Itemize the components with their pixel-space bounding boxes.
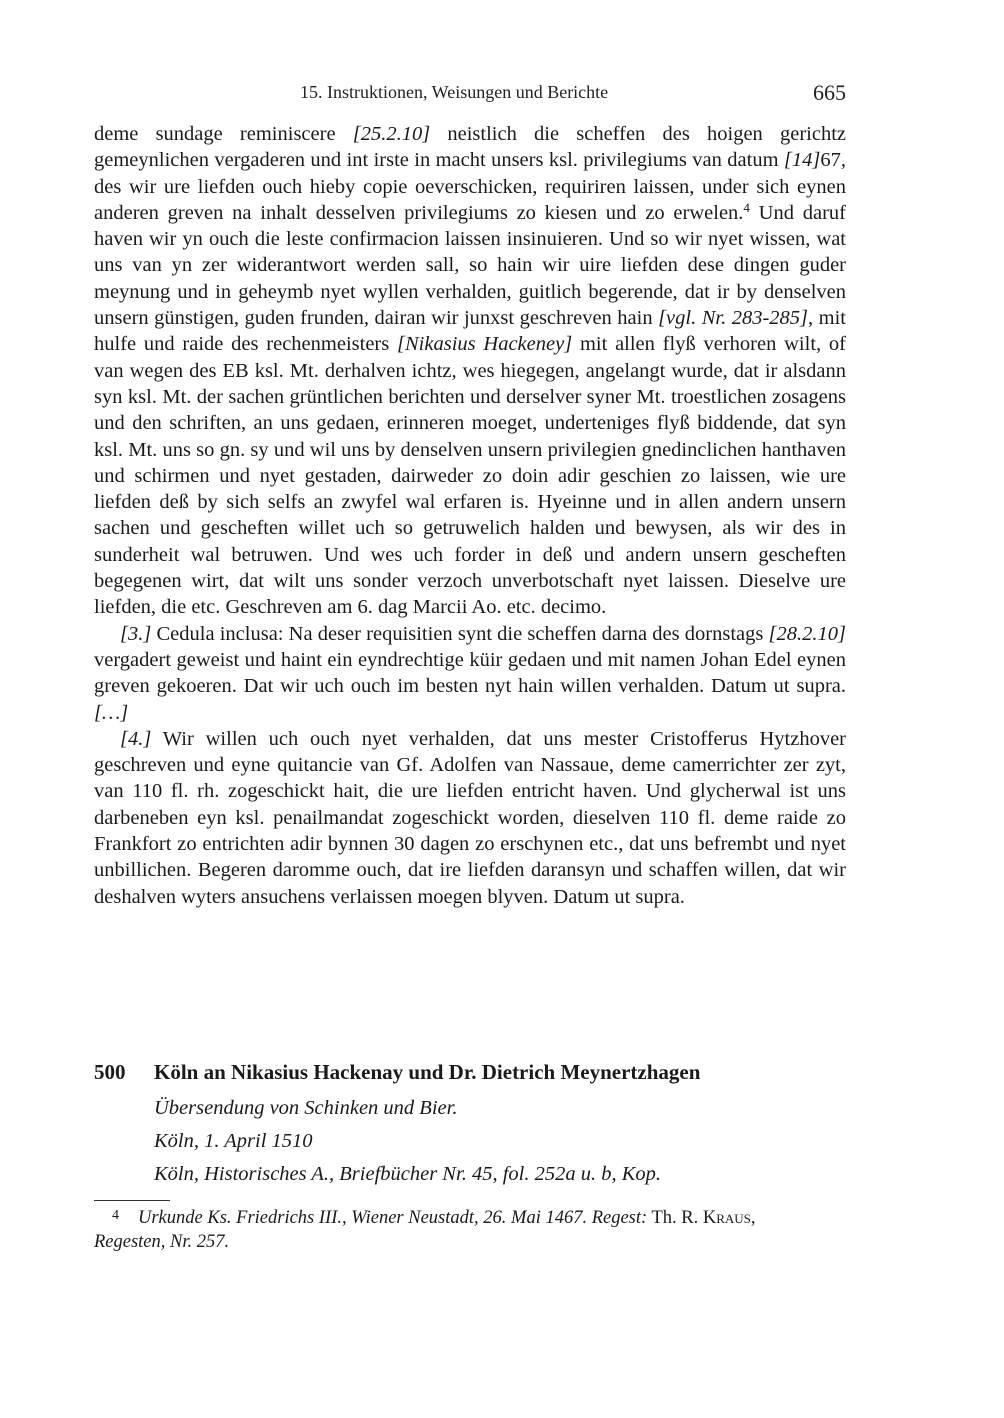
text-run: Cedula inclusa: Na deser requisitien synt die scheffen darna des dornstags xyxy=(151,622,769,645)
paragraph-section-4 xyxy=(94,726,846,910)
text-run: vergadert geweist und haint ein eyndrechtige küir gedaen und mit namen Johan Edel eynen greven gekoeren. Dat wir uch ouch im besten nyt hain willen verhalden. Datum ut supra. xyxy=(94,648,846,698)
document-heading xyxy=(94,1060,846,1092)
document-summary: Übersendung von Schinken und Bier. xyxy=(154,1097,458,1119)
running-header xyxy=(94,80,846,106)
document-title: Köln an Nikasius Hackenay und Dr. Dietrich Meynertzhagen xyxy=(154,1060,701,1084)
text-run: , mit hulfe und raide des rechenmeisters xyxy=(94,307,846,356)
text-run: mit allen flyß verhoren wilt, of van wegen des EB ksl. Mt. derhalven ichtz, wes hiegegen, angelangt wurde, dat ir alsdann syn ksl. Mt. der sachen grüntlichen berichten und derselver syner Mt. troestlichen zosagens und den schriften, an uns gedaen, erinneren moeget, underteniges flyß biddende, dat syn ksl. Mt. uns so gn. sy und wil uns by denselven unsern privilegien gnedinclichen hanthaven und schirmen und nyet gestaden, dairweder zo doin adir geschien zo laissen, wie ure liefden deß by sich selfs an zwyfel wal erfaren is. Hyeinne und in allen andern unsern sachen und gescheften willet uch so getruwelich halden und bewysen, als wir des in sunderheit wal betruwen. Und wes uch forder in deß und andern unsern gescheften begegenen wirt, dat wilt uns sonder verzoch unverbotschaft nyet laissen. Dieselve ure liefden, die etc. Geschreven am 6. dag Marcii Ao. etc. decimo. xyxy=(94,333,846,619)
cross-reference: [vgl. Nr. 283-285] xyxy=(658,307,809,330)
text-run: Wir willen uch ouch nyet verhalden, dat uns mester Cristofferus Hytzhover geschreven und eyne quitancie van Gf. Adolfen van Nassaue, deme camerrichter zer zyt, van 110 fl. rh. zogeschickt hait, die ure liefden entricht haven. Und glycherwal ist uns darbeneben eyn ksl. penailmandat zogeschickt worden, dieselven 110 fl. deme raide zo Frankfort zo entrichten adir bynnen 30 dagen zo erschynen etc., dat uns befrembt und nyet unbillichen. Begeren daromme ouch, dat ire liefden daransyn und schaffen willen, dat wir deshalven wyters ansuchens verlaissen moegen blyven. Datum ut supra. xyxy=(94,727,846,908)
footnote-text: Th. R. xyxy=(647,1208,703,1228)
page-number: 665 xyxy=(813,80,846,105)
footnote xyxy=(94,1207,846,1254)
editorial-name: [Nikasius Hackeney] xyxy=(397,333,573,356)
section-marker: [4.] xyxy=(120,727,152,750)
footnote-reference[interactable]: 4 xyxy=(743,199,750,215)
footnote-line xyxy=(94,1207,846,1231)
main-text xyxy=(94,121,846,910)
text-run: Und daruf haven wir yn ouch die leste confirmacion laissen insinuieren. Und so wir nyet wissen, wat uns van yn zer widerantwort werden sall, so hain wir uire liefden dese dingen guder meynung und in geheymb nyet wyllen verhalden, guitlich begerende, dat ir by denselven unsern günstigen, guden frunden, dairan wir junxst geschreven hain xyxy=(94,201,846,330)
document-number: 500 xyxy=(94,1060,126,1084)
footnote-mark: 4 xyxy=(112,1208,119,1223)
editorial-insert: [14] xyxy=(783,149,821,172)
running-title: 15. Instruktionen, Weisungen und Berichte xyxy=(300,82,609,102)
paragraph-cedula xyxy=(94,621,846,726)
omission-mark: […] xyxy=(94,701,129,724)
editorial-date: [28.2.10] xyxy=(768,622,846,645)
footnote-reference-line: Regesten, Nr. 257. xyxy=(94,1232,230,1252)
footnote-divider xyxy=(94,1200,170,1201)
footnote-author: Kraus xyxy=(702,1208,751,1228)
text-run: deme sundage reminiscere xyxy=(94,123,353,145)
document-source: Köln, Historisches A., Briefbücher Nr. 45, fol. 252a u. b, Kop. xyxy=(154,1163,662,1185)
section-marker: [3.] xyxy=(120,622,152,645)
document-entry xyxy=(94,1060,846,1191)
text-run: neistlich die scheffen des hoigen gerichtz gemeynlichen vergaderen und int irste in macht unsers ksl. privilegiums van datum xyxy=(94,123,846,172)
footnote-text: Urkunde Ks. Friedrichs III., Wiener Neustadt, 26. Mai 1467. Regest: xyxy=(138,1208,648,1228)
editorial-date: [25.2.10] xyxy=(352,123,431,145)
document-place-date: Köln, 1. April 1510 xyxy=(154,1130,313,1152)
text-run: 67, des wir ure liefden ouch hieby copie oeverschicken, requiriren laissen, under sich eynen anderen greven na inhalt desselven privilegiums zo kiesen und zo erwelen. xyxy=(94,149,846,224)
paragraph-letter-body xyxy=(94,121,846,621)
footnote-text: , xyxy=(750,1208,756,1228)
